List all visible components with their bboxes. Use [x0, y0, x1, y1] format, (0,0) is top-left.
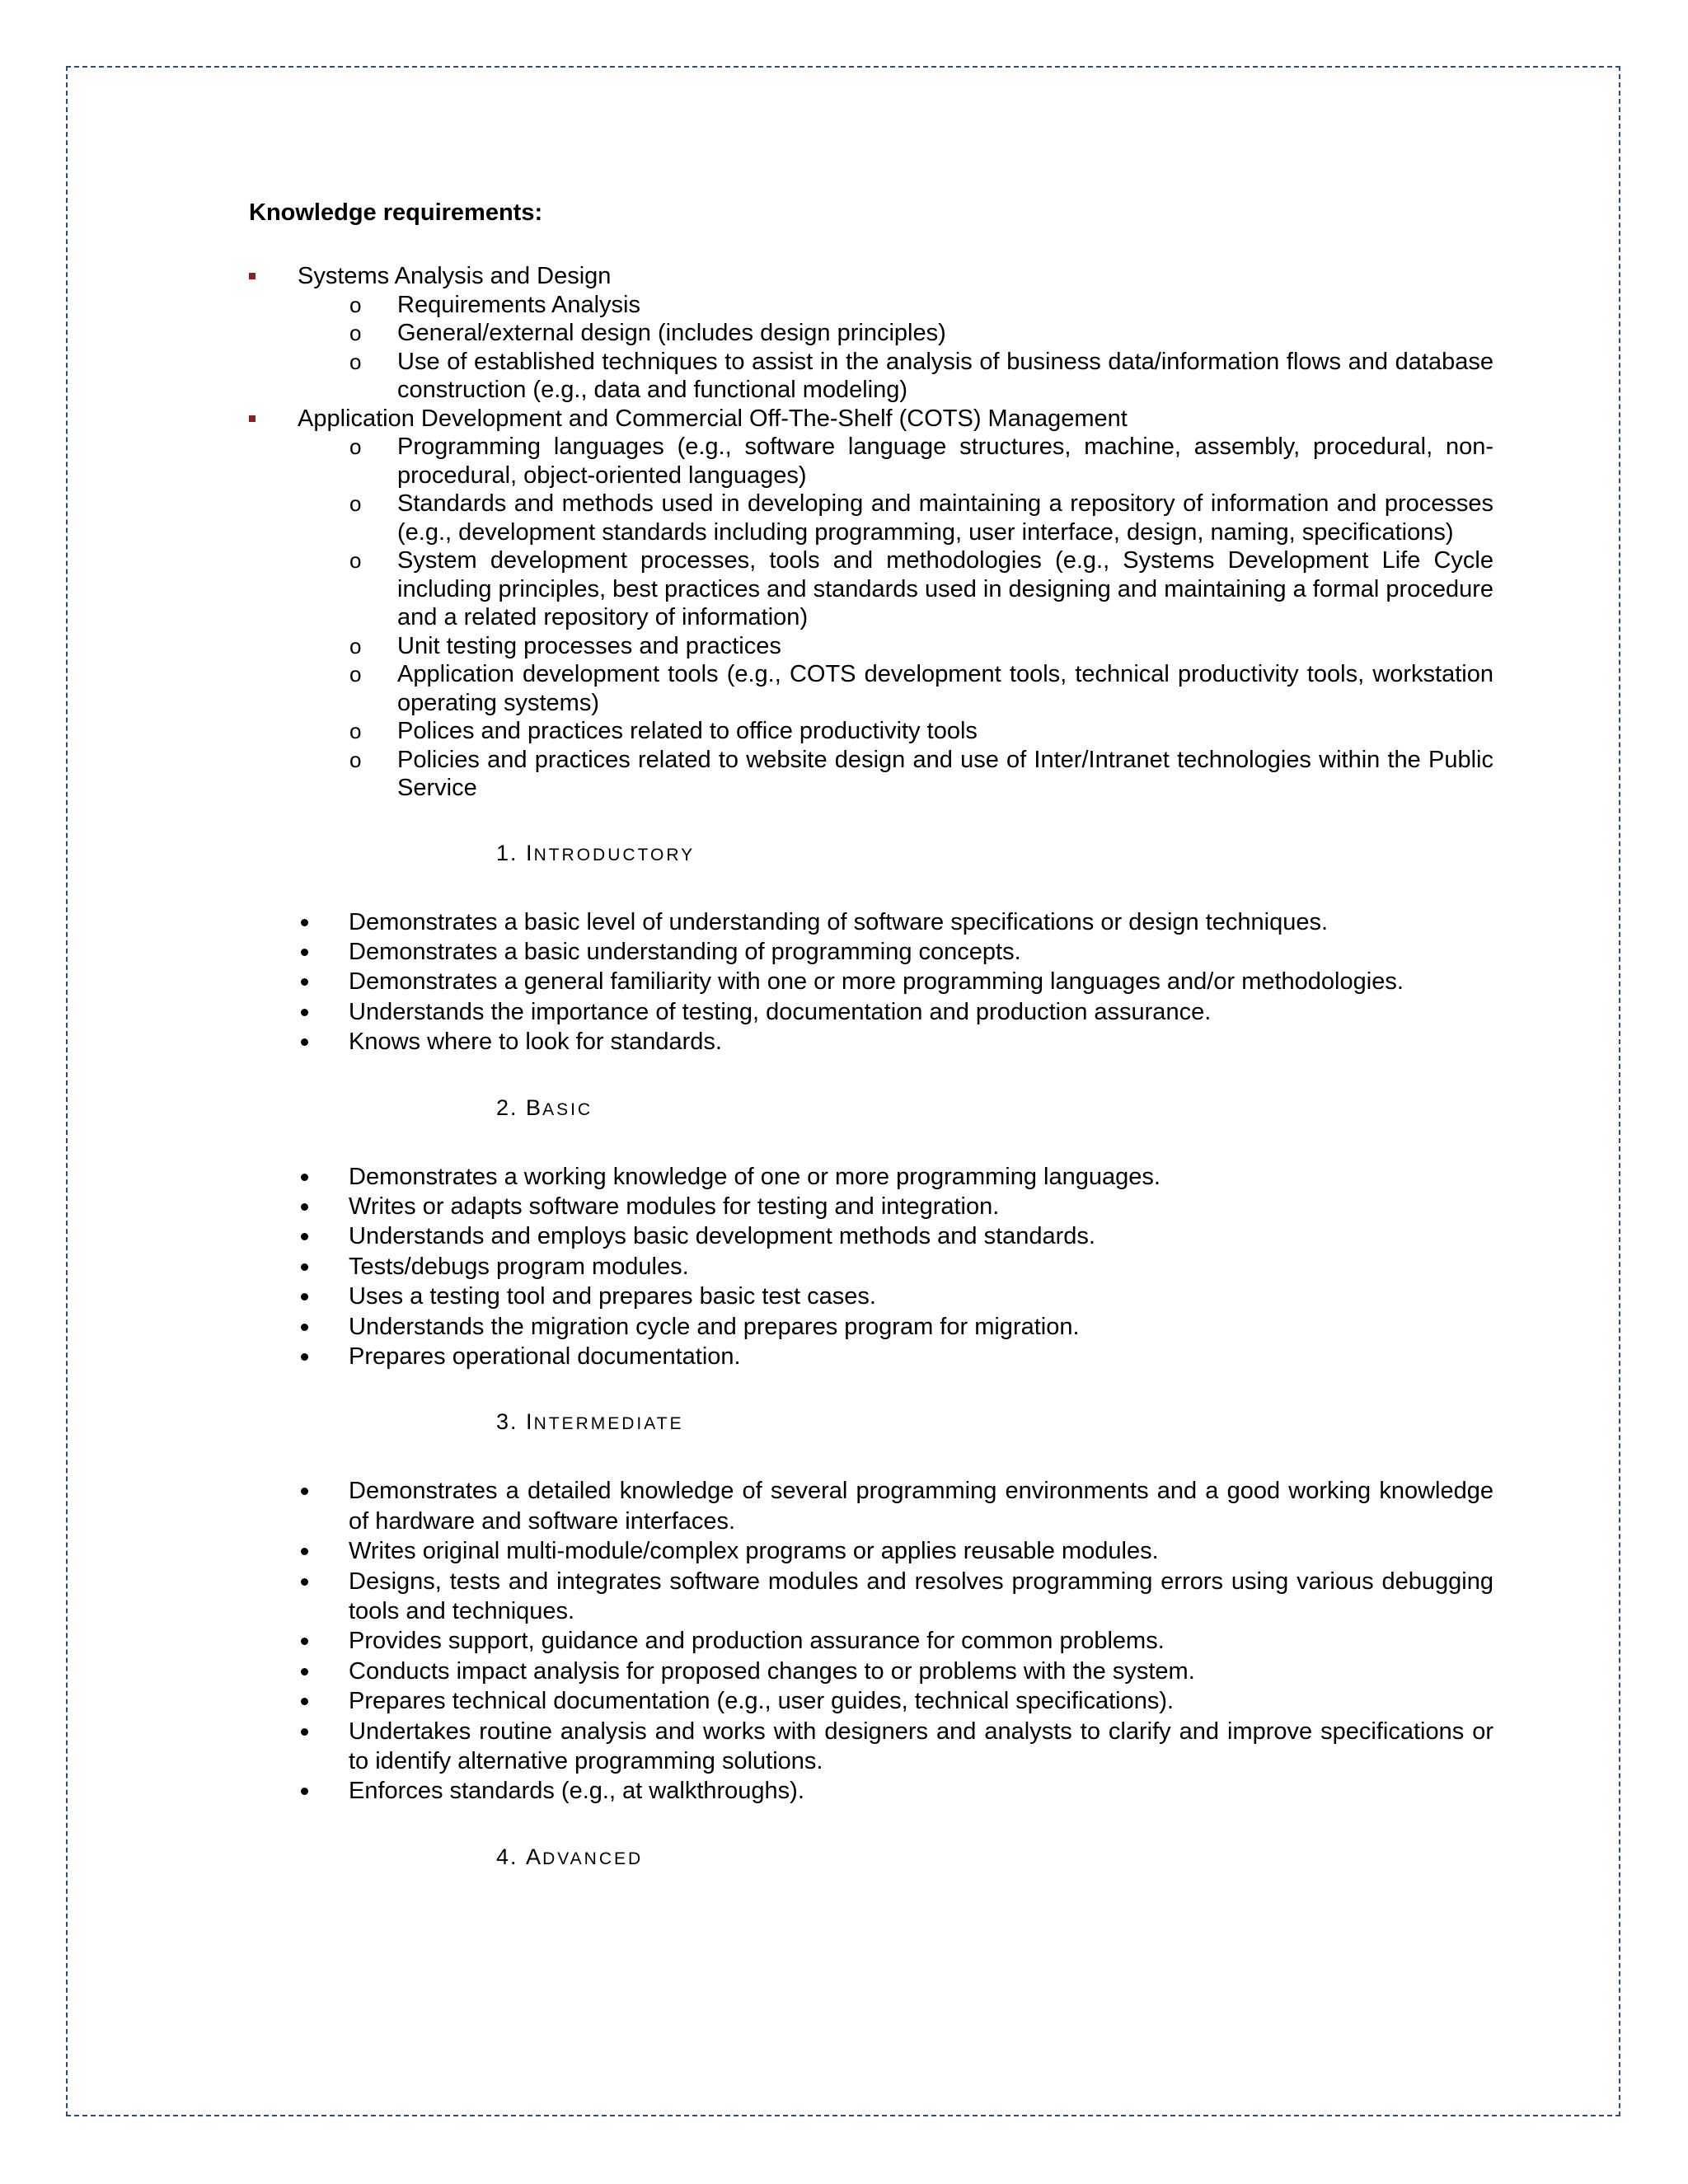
- list-item: Understands and employs basic development methods and standards.: [298, 1221, 1493, 1251]
- bullet-dot-icon: [301, 1728, 308, 1736]
- circle-bullet-icon: o: [349, 321, 362, 345]
- list-item: Writes or adapts software modules for testing and integration.: [298, 1192, 1493, 1221]
- knowledge-item-label: Application Development and Commercial Off-The-Shelf (COTS) Management: [298, 405, 1128, 432]
- square-bullet-icon: [249, 415, 256, 422]
- knowledge-requirements-title: Knowledge requirements:: [249, 199, 543, 226]
- bullet-dot-icon: [301, 1788, 308, 1795]
- circle-bullet-icon: o: [349, 349, 362, 374]
- list-item: Enforces standards (e.g., at walkthroughs).: [298, 1776, 1493, 1806]
- list-item: Understands the importance of testing, documentation and production assurance.: [298, 997, 1493, 1027]
- knowledge-subitem: o Requirements Analysis: [349, 291, 640, 318]
- knowledge-item: [249, 405, 1493, 803]
- knowledge-subitem: o Standards and methods used in developing and maintaining a repository of information and processes (e.g., development standards including programming, user interface, design, naming, specifications): [349, 490, 1493, 546]
- bullet-dot-icon: [301, 1638, 308, 1645]
- knowledge-sublist: [348, 291, 1493, 405]
- bullet-dot-icon: [301, 919, 308, 926]
- list-item: Knows where to look for standards.: [298, 1027, 1493, 1057]
- list-item: Prepares technical documentation (e.g., user guides, technical specifications).: [298, 1686, 1493, 1716]
- list-item: Writes original multi-module/complex programs or applies reusable modules.: [298, 1536, 1493, 1566]
- bullet-dot-icon: [301, 1203, 308, 1211]
- knowledge-subitem: o Use of established techniques to assist in the analysis of business data/information flows and database construction (e.g., data and functional modeling): [349, 348, 1493, 403]
- level-heading-introductory: 1. INTRODUCTORY: [496, 840, 696, 865]
- document-body: [249, 196, 1493, 1911]
- bullet-dot-icon: [301, 1353, 308, 1361]
- circle-bullet-icon: o: [349, 633, 362, 658]
- circle-bullet-icon: o: [349, 662, 362, 687]
- bullet-dot-icon: [301, 1324, 308, 1331]
- circle-bullet-icon: o: [349, 548, 362, 573]
- bullet-dot-icon: [301, 978, 308, 986]
- list-item: Prepares operational documentation.: [298, 1342, 1493, 1371]
- level-heading-advanced: 4. ADVANCED: [496, 1844, 644, 1869]
- knowledge-subitem: o Unit testing processes and practices: [349, 632, 781, 659]
- list-item: Tests/debugs program modules.: [298, 1252, 1493, 1282]
- bullet-dot-icon: [301, 1233, 308, 1240]
- bullet-dot-icon: [301, 1293, 308, 1301]
- level-list-basic: [298, 1162, 1493, 1372]
- knowledge-subitem: o System development processes, tools and methodologies (e.g., Systems Development Life Cycle including principles, best practices and standards used in designing and maintaining a formal procedure and a related repository of information): [349, 547, 1493, 630]
- list-item: Understands the migration cycle and prepares program for migration.: [298, 1312, 1493, 1342]
- knowledge-subitem: o Policies and practices related to website design and use of Inter/Intranet technologies within the Public Service: [349, 746, 1493, 801]
- list-item: Demonstrates a detailed knowledge of several programming environments and a good working knowledge of hardware and software interfaces.: [298, 1476, 1493, 1536]
- level-list-intermediate: [298, 1476, 1493, 1806]
- bullet-dot-icon: [301, 1548, 308, 1555]
- bullet-dot-icon: [301, 1668, 308, 1675]
- bullet-dot-icon: [301, 1263, 308, 1271]
- knowledge-list: [249, 262, 1493, 803]
- circle-bullet-icon: o: [349, 719, 362, 743]
- knowledge-subitem: o Application development tools (e.g., COTS development tools, technical productivity tools, workstation operating systems): [349, 661, 1493, 716]
- knowledge-item-label: Systems Analysis and Design: [298, 263, 612, 289]
- bullet-dot-icon: [301, 1578, 308, 1586]
- list-item: Designs, tests and integrates software modules and resolves programming errors using various debugging tools and techniques.: [298, 1567, 1493, 1627]
- list-item: Undertakes routine analysis and works with designers and analysts to clarify and improve specifications or to identify alternative programming solutions.: [298, 1717, 1493, 1777]
- circle-bullet-icon: o: [349, 747, 362, 772]
- circle-bullet-icon: o: [349, 491, 362, 516]
- square-bullet-icon: [249, 273, 256, 279]
- bullet-dot-icon: [301, 1009, 308, 1016]
- circle-bullet-icon: o: [349, 292, 362, 317]
- bullet-dot-icon: [301, 1038, 308, 1046]
- knowledge-subitem: o Polices and practices related to office productivity tools: [349, 718, 978, 744]
- level-heading-basic: 2. BASIC: [496, 1094, 593, 1120]
- bullet-dot-icon: [301, 1698, 308, 1705]
- knowledge-sublist: [348, 433, 1493, 803]
- list-item: Demonstrates a basic understanding of programming concepts.: [298, 937, 1493, 967]
- level-heading-intermediate: 3. INTERMEDIATE: [496, 1409, 684, 1435]
- bullet-dot-icon: [301, 1488, 308, 1495]
- list-item: Uses a testing tool and prepares basic test cases.: [298, 1282, 1493, 1311]
- level-list-introductory: [298, 907, 1493, 1057]
- list-item: Demonstrates a working knowledge of one or more programming languages.: [298, 1162, 1493, 1192]
- knowledge-item: [249, 262, 1493, 405]
- bullet-dot-icon: [301, 949, 308, 956]
- list-item: Demonstrates a basic level of understanding of software specifications or design techniques.: [298, 907, 1493, 937]
- list-item: Conducts impact analysis for proposed changes to or problems with the system.: [298, 1657, 1493, 1686]
- bullet-dot-icon: [301, 1174, 308, 1181]
- circle-bullet-icon: o: [349, 434, 362, 459]
- list-item: Provides support, guidance and production assurance for common problems.: [298, 1626, 1493, 1656]
- list-item: Demonstrates a general familiarity with one or more programming languages and/or methodologies.: [298, 967, 1493, 996]
- knowledge-subitem: o General/external design (includes design principles): [349, 320, 946, 346]
- knowledge-subitem: o Programming languages (e.g., software language structures, machine, assembly, procedural, non-procedural, object-oriented languages): [349, 434, 1493, 489]
